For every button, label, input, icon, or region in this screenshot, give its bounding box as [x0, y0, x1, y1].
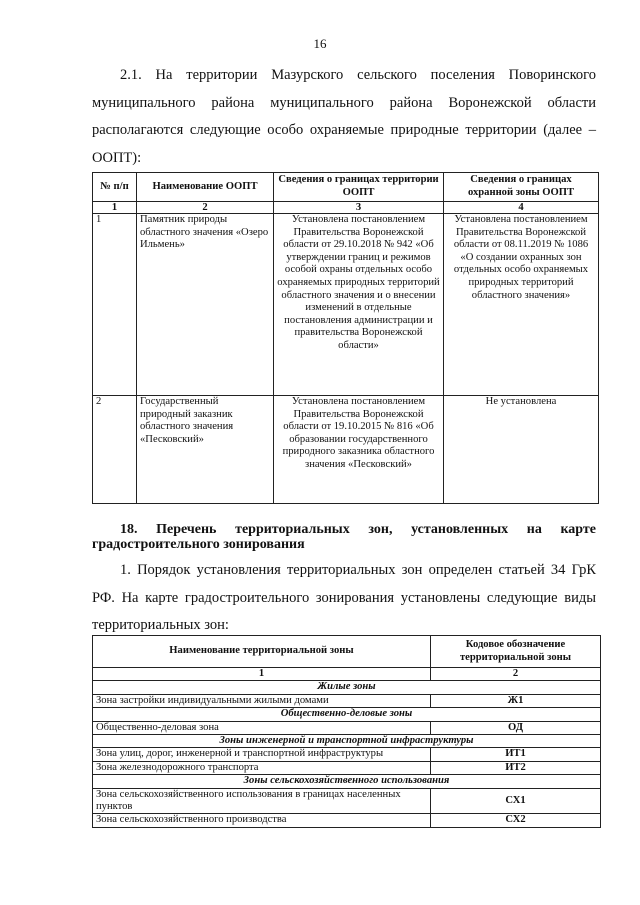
zones-header-name: Наименование территориальной зоны	[93, 636, 431, 668]
zone-group-row	[93, 735, 601, 748]
zone-code: ОД	[431, 721, 601, 734]
oopt-row-protection: Не установлена	[444, 396, 599, 504]
intro-text: 2.1. На территории Мазурского сельского поселения Поворинского муниципального района муниципального района Воронежской области располагаются следующие особо охраняемые природные территории (далее – ООПТ):	[92, 67, 596, 166]
col-number: 1	[93, 668, 431, 681]
table-row	[93, 748, 601, 761]
col-number: 2	[431, 668, 601, 681]
zone-name: Зона железнодорожного транспорта	[93, 761, 431, 774]
oopt-header-name: Наименование ООПТ	[137, 173, 274, 202]
zones-table	[92, 635, 601, 828]
zone-code: СХ1	[431, 788, 601, 814]
oopt-column-numbers	[93, 202, 599, 214]
oopt-header-row	[93, 173, 599, 202]
zone-group-title: Зоны сельскохозяйственного использования	[93, 775, 601, 788]
oopt-row-num: 2	[93, 396, 137, 504]
section-title-text: 18. Перечень территориальных зон, установленных на карте градостроительного зонирования	[92, 522, 596, 552]
oopt-header-territory: Сведения о границах территории ООПТ	[274, 173, 444, 202]
oopt-row-territory: Установлена постановлением Правительства Воронежской области от 29.10.2018 № 942 «Об утверждении границ и режимов особой охраны отдельных особо охраняемых природных территорий областного значения и о внесении изменений в отдельные постановления администрации и правительства Воронежской области»	[274, 214, 444, 396]
zones-header-row	[93, 636, 601, 668]
col-number: 4	[444, 202, 599, 214]
zones-paragraph	[92, 557, 596, 640]
zone-group-title: Жилые зоны	[93, 681, 601, 694]
zone-name: Зона улиц, дорог, инженерной и транспортной инфраструктуры	[93, 748, 431, 761]
oopt-header-num: № п/п	[93, 173, 137, 202]
zone-name: Общественно-деловая зона	[93, 721, 431, 734]
page-number: 16	[313, 36, 327, 51]
zones-column-numbers	[93, 668, 601, 681]
oopt-row-name: Государственный природный заказник областного значения «Песковский»	[137, 396, 274, 504]
col-number: 3	[274, 202, 444, 214]
oopt-header-protection: Сведения о границах охранной зоны ООПТ	[444, 173, 599, 202]
zone-code: ИТ1	[431, 748, 601, 761]
col-number: 1	[93, 202, 137, 214]
table-row	[93, 814, 601, 827]
table-row	[93, 788, 601, 814]
zones-text: 1. Порядок установления территориальных зон определен статьей 34 ГрК РФ. На карте градостроительного зонирования установлены следующие виды территориальных зон:	[92, 562, 596, 633]
zone-code: Ж1	[431, 694, 601, 707]
oopt-row-territory: Установлена постановлением Правительства Воронежской области от 19.10.2015 № 816 «Об образовании государственного природного заказника областного значения «Песковский»	[274, 396, 444, 504]
intro-paragraph	[92, 62, 596, 172]
zones-header-code: Кодовое обозначение территориальной зоны	[431, 636, 601, 668]
zone-name: Зона сельскохозяйственного использования в границах населенных пунктов	[93, 788, 431, 814]
zone-name: Зона застройки индивидуальными жилыми домами	[93, 694, 431, 707]
zone-group-row	[93, 775, 601, 788]
table-row	[93, 214, 599, 396]
zone-group-row	[93, 708, 601, 721]
table-row	[93, 761, 601, 774]
zone-code: ИТ2	[431, 761, 601, 774]
oopt-table	[92, 172, 599, 504]
col-number: 2	[137, 202, 274, 214]
oopt-row-name: Памятник природы областного значения «Озеро Ильмень»	[137, 214, 274, 396]
table-row	[93, 396, 599, 504]
zone-group-title: Общественно-деловые зоны	[93, 708, 601, 721]
zone-code: СХ2	[431, 814, 601, 827]
zone-group-title: Зоны инженерной и транспортной инфраструктуры	[93, 735, 601, 748]
section-title	[92, 522, 596, 552]
zone-name: Зона сельскохозяйственного производства	[93, 814, 431, 827]
zone-group-row	[93, 681, 601, 694]
oopt-row-protection: Установлена постановлением Правительства Воронежской области от 08.11.2019 № 1086 «О создании охранных зон отдельных особо охраняемых природных территорий областного значения»	[444, 214, 599, 396]
table-row	[93, 694, 601, 707]
table-row	[93, 721, 601, 734]
oopt-row-num: 1	[93, 214, 137, 396]
